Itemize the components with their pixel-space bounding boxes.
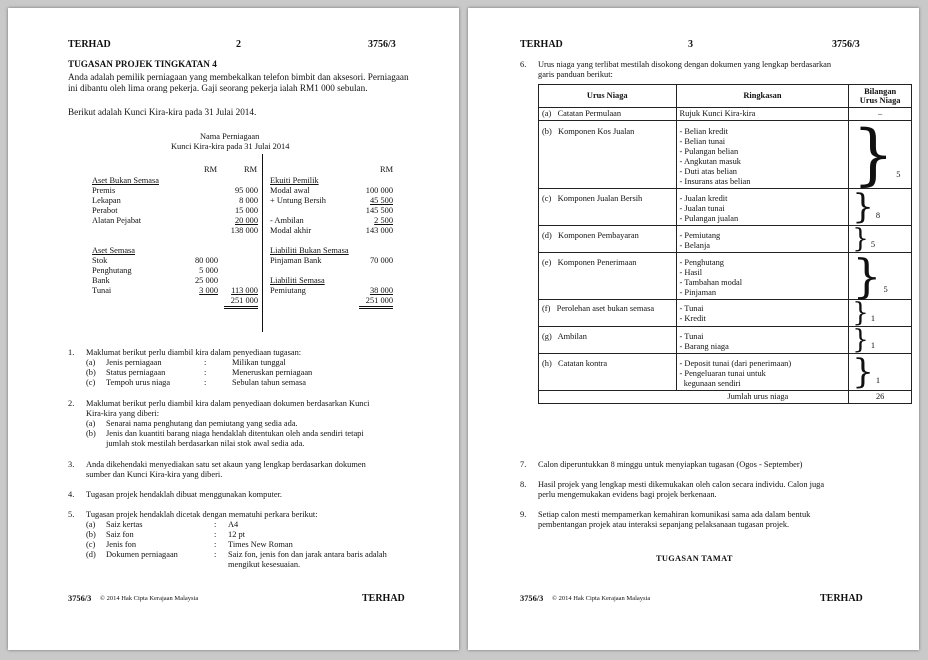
q8-text-1: Hasil projek yang lengkap mesti dikemukakan oleh calon secara individu. Calon juga bbox=[538, 480, 825, 489]
page-title: TUGASAN PROJEK TINGKATAN 4 bbox=[68, 59, 217, 69]
q9-text-2: pembentangan projek atau interaksi sepanjang pelaksanaan tugasan projek. bbox=[538, 520, 790, 529]
urus-niaga-table bbox=[538, 84, 912, 404]
double-underline bbox=[359, 306, 393, 307]
row-count: 1 bbox=[870, 341, 875, 351]
pemiutang-value: 38 000 bbox=[369, 286, 393, 295]
rm-label: RM bbox=[380, 165, 394, 174]
bs-divider bbox=[262, 154, 263, 332]
footer-terhad: TERHAD bbox=[362, 593, 405, 604]
q2-text-1: Maklumat berikut perlu diambil kira dalam penyediaan dokumen berdasarkan Kunci bbox=[86, 399, 370, 408]
row-count: – bbox=[849, 108, 912, 121]
q1-text: Maklumat berikut perlu diambil kira dalam penyediaan tugasan: bbox=[86, 348, 302, 357]
row-count-cell: } 5 bbox=[849, 226, 912, 253]
row-name: Ambilan bbox=[557, 332, 587, 341]
q5-item-value: Times New Roman bbox=[228, 540, 293, 549]
page-number: 3 bbox=[688, 39, 693, 50]
bank-label: Bank bbox=[92, 276, 110, 285]
row-count-cell: } 1 bbox=[849, 354, 912, 391]
bank-value: 25 000 bbox=[194, 276, 218, 285]
bs-heading-1: Nama Perniagaan bbox=[200, 132, 260, 141]
q5-item-key: Dokumen perniagaan bbox=[106, 550, 178, 559]
tunai-value: 3 000 bbox=[199, 286, 218, 295]
pinjaman-label: Pinjaman Bank bbox=[270, 256, 322, 265]
q1-item-key: Status perniagaan bbox=[106, 368, 166, 377]
q5-item-label: (a) bbox=[86, 520, 96, 529]
table-total-row bbox=[539, 391, 912, 404]
table-row: (c) Komponen Jualan Bersih - Jualan kredit - Jualan tunai - Pulangan jualan } 8 bbox=[539, 189, 912, 226]
q5-item-value: 12 pt bbox=[228, 530, 245, 539]
penghutang-label: Penghutang bbox=[92, 266, 132, 275]
alatan-value: 20 000 bbox=[234, 216, 258, 225]
table-row: (f) Perolehan aset bukan semasa - Tunai - Kredit } 1 bbox=[539, 300, 912, 327]
q1-item-value: Milikan tunggal bbox=[232, 358, 286, 367]
q5-item-value-cont: mengikut kesesuaian. bbox=[228, 560, 301, 569]
untung-value: 45 500 bbox=[369, 196, 393, 205]
intro-line-2: ini dibantu oleh lima orang pekerja. Gaji seorang pekerja ialah RM1 000 sebulan. bbox=[68, 83, 368, 93]
q5-item-key: Saiz kertas bbox=[106, 520, 143, 529]
aset-semasa-total: 113 000 bbox=[231, 286, 258, 295]
table-row: (b) Komponen Kos Jualan - Belian kredit - Belian tunai - Pulangan belian - Angkutan masuk - Duti atas belian - Insurans atas belian } 5 bbox=[539, 121, 912, 189]
q2-b-label: (b) bbox=[86, 429, 96, 438]
ambilan-label: - Ambilan bbox=[270, 216, 304, 225]
aset-bukan-semasa-heading: Aset Bukan Semasa bbox=[92, 176, 159, 185]
q7-text: Calon diperuntukkan 8 minggu untuk menyiapkan tugasan (Ogos - September) bbox=[538, 460, 803, 469]
table-row: (g) Ambilan - Tunai - Barang niaga } 1 bbox=[539, 327, 912, 354]
modal-akhir-value: 143 000 bbox=[365, 226, 393, 235]
q5-item-label: (b) bbox=[86, 530, 96, 539]
footer-terhad: TERHAD bbox=[820, 593, 863, 604]
q1-item-key: Tempoh urus niaga bbox=[106, 378, 171, 387]
q1-item-value: Sebulan tahun semasa bbox=[232, 378, 306, 387]
left-grand-total: 251 000 bbox=[230, 296, 258, 305]
q4-text: Tugasan projek hendaklah dibuat menggunakan komputer. bbox=[86, 490, 282, 499]
row-count: 1 bbox=[875, 376, 881, 386]
q3-text-1: Anda dikehendaki menyediakan satu set akaun yang lengkap berdasarkan dokumen bbox=[86, 460, 366, 469]
q2-a-label: (a) bbox=[86, 419, 96, 428]
header-terhad: TERHAD bbox=[68, 39, 111, 50]
rm-label: RM bbox=[244, 165, 258, 174]
page-number: 2 bbox=[236, 39, 241, 50]
penghutang-value: 5 000 bbox=[199, 266, 218, 275]
subtotal-value: 145 500 bbox=[365, 206, 393, 215]
modal-awal-value: 100 000 bbox=[365, 186, 393, 195]
footer-copyright: © 2014 Hak Cipta Kerajaan Malaysia bbox=[552, 595, 651, 602]
q2-b-text-2: jumlah stok mestilah berdasarkan nilai stok awal sedia ada. bbox=[106, 439, 305, 448]
premis-value: 95 000 bbox=[234, 186, 258, 195]
tunai-label: Tunai bbox=[92, 286, 112, 295]
q5-item-key: Saiz fon bbox=[106, 530, 134, 539]
q1-item-label: (b) bbox=[86, 368, 96, 377]
perabot-value: 15 000 bbox=[234, 206, 258, 215]
bs-heading-2: Kunci Kira-kira pada 31 Julai 2014 bbox=[171, 142, 290, 151]
q8-number: 8. bbox=[520, 480, 527, 489]
liabiliti-bukan-semasa-heading: Liabiliti Bukan Semasa bbox=[270, 246, 349, 255]
alatan-label: Alatan Pejabat bbox=[92, 216, 142, 225]
lekapan-label: Lekapan bbox=[92, 196, 121, 205]
paper-code: 3756/3 bbox=[832, 39, 860, 50]
ekuiti-heading: Ekuiti Pemilik bbox=[270, 176, 319, 185]
q6-text-1: Urus niaga yang terlibat mestilah disokong dengan dokumen yang lengkap berdasarkan bbox=[538, 60, 832, 69]
table-row: (d) Komponen Pembayaran - Pemiutang - Belanja } 5 bbox=[539, 226, 912, 253]
double-underline bbox=[224, 308, 258, 309]
row-count-cell: } 8 bbox=[849, 189, 912, 226]
q5-item-value: A4 bbox=[228, 520, 239, 529]
tugasan-tamat: TUGASAN TAMAT bbox=[656, 554, 733, 563]
q5-number: 5. bbox=[68, 510, 75, 519]
row-name: Perolehan aset bukan semasa bbox=[556, 304, 655, 313]
row-name: Komponen Pembayaran bbox=[558, 231, 639, 240]
q9-number: 9. bbox=[520, 510, 527, 519]
q5-item-value: Saiz fon, jenis fon dan jarak antara baris adalah bbox=[228, 550, 387, 559]
untung-label: + Untung Bersih bbox=[270, 196, 326, 205]
q1-number: 1. bbox=[68, 348, 75, 357]
q6-number: 6. bbox=[520, 60, 527, 69]
total-value: 26 bbox=[849, 391, 912, 404]
row-count: 5 bbox=[870, 240, 875, 250]
q4-number: 4. bbox=[68, 490, 75, 499]
q1-item-key: Jenis perniagaan bbox=[106, 358, 162, 367]
total-label: Jumlah urus niaga bbox=[539, 391, 849, 404]
modal-awal-label: Modal awal bbox=[270, 186, 310, 195]
q5-text: Tugasan projek hendaklah dicetak dengan mematuhi perkara berikut: bbox=[86, 510, 318, 519]
modal-akhir-label: Modal akhir bbox=[270, 226, 312, 235]
row-count-cell: } 5 bbox=[849, 121, 912, 189]
row-count-cell: } 5 bbox=[849, 253, 912, 300]
q2-text-2: Kira-kira yang diberi: bbox=[86, 409, 160, 418]
row-name: Catatan Permulaan bbox=[557, 109, 622, 118]
q5-item-label: (d) bbox=[86, 550, 96, 559]
intro-line-1: Anda adalah pemilik perniagaan yang membekalkan telefon bimbit dan aksesori. Perniagaan bbox=[68, 72, 409, 82]
row-name: Catatan kontra bbox=[558, 359, 608, 368]
double-underline bbox=[224, 306, 258, 307]
paper-code: 3756/3 bbox=[368, 39, 396, 50]
rm-label: RM bbox=[204, 165, 218, 174]
q2-a-text: Senarai nama penghutang dan pemiutang yang sedia ada. bbox=[106, 419, 298, 428]
row-name: Komponen Jualan Bersih bbox=[557, 194, 643, 203]
lekapan-value: 8 000 bbox=[239, 196, 258, 205]
page-3 bbox=[468, 8, 919, 650]
row-name: Komponen Kos Jualan bbox=[558, 127, 635, 136]
row-count-cell: } 1 bbox=[849, 327, 912, 354]
col-urus-niaga: Urus Niaga bbox=[539, 85, 677, 108]
q6-text-2: garis panduan berikut: bbox=[538, 70, 613, 79]
q9-text-1: Setiap calon mesti mempamerkan kemahiran komunikasi sama ada dalam bentuk bbox=[538, 510, 811, 519]
kunci-intro: Berikut adalah Kunci Kira-kira pada 31 Julai 2014. bbox=[68, 107, 257, 117]
right-grand-total: 251 000 bbox=[365, 296, 393, 305]
footer-code: 3756/3 bbox=[68, 594, 92, 603]
row-count: 5 bbox=[883, 285, 888, 295]
row-count: 5 bbox=[896, 169, 901, 179]
q3-number: 3. bbox=[68, 460, 75, 469]
page-2: TERHAD 2 3756/3 TUGASAN PROJEK TINGKATAN 4 Anda adalah pemilik perniagaan yang membekalkan telefon bimbit dan aksesori. Perniagaan ini dibantu oleh lima orang pekerja. Gaji seorang pekerja ialah RM1 000 sebulan. Berikut adalah Kunci Kira-kira pada 31 Julai 2014. Nama Perniagaan Kunci Kira-kira pada 31 Julai 2014 RM RM RM Aset Bukan Semasa Premis 95 000 Lekapan 8 000 Perabot 15 000 Alatan Pejabat 20 000 138 000 Aset Semasa Stok 80 000 Penghutang 5 000 Bank 25 000 Tunai 3 000 113 000 251 000 Ekuiti Pemilik Modal awal 100 000 + Untung Bersih 45 500 145 500 - Ambilan 2 500 Modal akhir 143 000 Liabiliti Bukan Semasa Pinjaman Bank 70 000 Liabiliti Semasa Pemiutang 38 000 251 000 1. Maklumat berikut perlu diambil kira dalam penyediaan tugasan: (a) Jenis perniagaan : Milikan tunggal (b) Status perniagaan : Meneruskan perniagaan (c) Tempoh urus niaga : Sebulan tahun semasa 2. Maklumat berikut perlu diambil kira dalam penyediaan dokumen berdasarkan Kunci Kira-kira yang diberi: (a) Senarai nama penghutang dan pemiutang yang sedia ada. (b) Jenis dan kuantiti barang niaga hendaklah ditentukan oleh anda sendiri tetapi jumlah stok mestilah berdasarkan nilai stok awal sedia ada. 3. Anda dikehendaki menyediakan satu set akaun yang lengkap berdasarkan dokumen sumber dan Kunci Kira-kira yang diberi. 4. Tugasan projek hendaklah dibuat menggunakan komputer. 5. Tugasan projek hendaklah dicetak dengan mematuhi perkara berikut: (a) Saiz kertas : A4 (b) Saiz fon : 12 pt (c) Jenis fon : Times New Roman (d) Dokumen perniagaan : Saiz fon, jenis fon dan jarak antara baris adalah mengikut kesesuaian. 3756/3 © 2014 Hak Cipta Kerajaan Malaysia TERHAD bbox=[8, 8, 459, 650]
table-row: (h) Catatan kontra - Deposit tunai (dari penerimaan) - Pengeluaran tunai untuk kegunaan sendiri } 1 bbox=[539, 354, 912, 391]
row-name: Komponen Penerimaan bbox=[557, 258, 637, 267]
ambilan-value: 2 500 bbox=[374, 216, 393, 225]
q7-number: 7. bbox=[520, 460, 527, 469]
header-terhad: TERHAD bbox=[520, 39, 563, 50]
q1-item-label: (c) bbox=[86, 378, 96, 387]
q8-text-2: perlu mengemukakan evidens bagi projek berkenaan. bbox=[538, 490, 717, 499]
row-count-cell: } 1 bbox=[849, 300, 912, 327]
stok-label: Stok bbox=[92, 256, 108, 265]
table-row: (a) Catatan Permulaan Rujuk Kunci Kira-kira – bbox=[539, 108, 912, 121]
premis-label: Premis bbox=[92, 186, 116, 195]
perabot-label: Perabot bbox=[92, 206, 118, 215]
col-bilangan: Bilangan Urus Niaga bbox=[849, 85, 912, 108]
q1-item-label: (a) bbox=[86, 358, 96, 367]
pinjaman-value: 70 000 bbox=[369, 256, 393, 265]
aset-bukan-semasa-total: 138 000 bbox=[230, 226, 258, 235]
col-ringkasan: Ringkasan bbox=[676, 85, 849, 108]
stok-value: 80 000 bbox=[194, 256, 218, 265]
q2-b-text-1: Jenis dan kuantiti barang niaga hendaklah ditentukan oleh anda sendiri tetapi bbox=[106, 429, 364, 438]
row-count: 1 bbox=[870, 314, 875, 324]
aset-semasa-heading: Aset Semasa bbox=[92, 246, 136, 255]
q1-item-value: Meneruskan perniagaan bbox=[232, 368, 313, 377]
row-count: 8 bbox=[875, 211, 881, 221]
liabiliti-semasa-heading: Liabiliti Semasa bbox=[270, 276, 325, 285]
q2-number: 2. bbox=[68, 399, 75, 408]
q5-item-label: (c) bbox=[86, 540, 96, 549]
footer-code: 3756/3 bbox=[520, 594, 544, 603]
double-underline bbox=[359, 308, 393, 309]
table-row: (e) Komponen Penerimaan - Penghutang - Hasil - Tambahan modal - Pinjaman } 5 bbox=[539, 253, 912, 300]
pemiutang-label: Pemiutang bbox=[270, 286, 306, 295]
row-item: Rujuk Kunci Kira-kira bbox=[679, 109, 756, 118]
q3-text-2: sumber dan Kunci Kira-kira yang diberi. bbox=[86, 470, 223, 479]
footer-copyright: © 2014 Hak Cipta Kerajaan Malaysia bbox=[100, 595, 199, 602]
q5-item-key: Jenis fon bbox=[106, 540, 137, 549]
table-header-row bbox=[539, 85, 912, 108]
